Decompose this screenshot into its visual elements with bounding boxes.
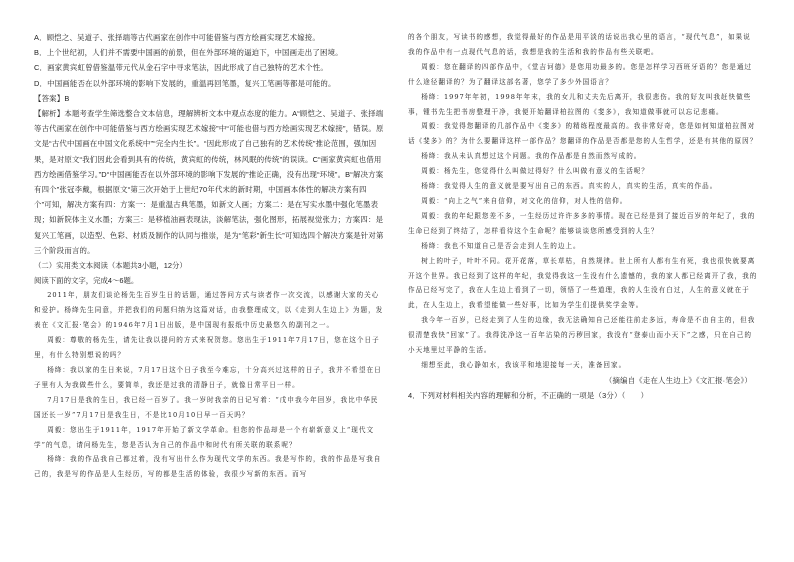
interview-answer: 杨绛：我的作品我自己都过着，没有写出什么作为现代文学的东西。我是写作的，我的作品是写我自己的，我是写的作品是人生经历，写的都是生活的体验，我很少写新的东西。而写: [34, 455, 382, 479]
interview-paragraph: 我今年一百岁，已经走到了人生的边缘，我无法确知自己还能往前走多远，寿命是不由自主的，但我很清楚我快“回家”了。我得洗净这一百年沾染的污秽回家，我没有“登泰山而小天下”之感，只在自己的小天地里过平静的生活。: [408, 316, 756, 355]
interview-paragraph: 细想至此，我心静如水，我该平和地迎接每一天，准备回家。: [421, 360, 627, 369]
analysis-paragraph: 【解析】本题考查学生筛选整合文本信息，理解辨析文本中观点态度的能力。A“顾恺之、吴道子、张择端等古代画家在创作中可能借鉴与西方绘画实现艺术嫁接”中“可能也借与西方绘画实现艺术嫁接”，错误。原文是“古代中国画在中国文化系统中”“完全内生长”。“因此形成了自己独有的艺术传统”推论范围，强加因果，是对原文“我们因此会看到具有的传统，黄宾虹的传统，林风眠的传统”的误读。C“画家黄宾虹也借用西方绘画借鉴学习。”D“中国画能否在以外部环境的影响下发展的”推论正确，没有出现“环境”。B“解决方案有四个”张冠李戴，根据原文“第三次开始于上世纪70年代末的新时期，中国画本体性的解决方案有四个”可知，解决方案有四：方案一：是重温古典笔墨，如新文人画；方案二：是在写实水墨中强化笔墨表现；如新院体主义水墨；方案三：是移植油画表现法，淡解笔法，强化图形，拓展视觉张力；方案四：是复兴工笔画，以造型、色彩、材质及制作的认同与推崇，是为“笔彩”新生长”可知选四个解决方案是针对第三个阶段而言的。: [34, 109, 384, 255]
interview-answer: 杨绛：我觉得人生的意义就是要写出自己的东西。真实的人，真实的生活，真实的作品。: [421, 182, 718, 191]
interview-answer: 杨绛：我也不知道自己是否会走到人生的边上。: [421, 241, 581, 250]
option-c: C．画家黄宾虹曾借鉴温带元代从金石字中寻求笔法，因此形成了自己独特的艺术个性。: [34, 63, 328, 73]
answer-line: 【答案】B: [34, 93, 70, 103]
interview-answer: 杨绛：1997年年初，1998年年末，我的女儿和丈夫先后离开，我很悲伤。我的好友叫我赶快做些事，锺书先生把书房整理干净，我便开始翻译柏拉图的《斐多》，我知道做事就可以忘记悲痛。: [408, 92, 752, 116]
interview-paragraph: 的各个朋友，写读书的感想，我觉得最好的作品是用平淡的话说出我心里的语言，“现代气息”，如果说我的作品中有一点现代气息的话，我想是我的生活和我的作品有些关联吧。: [408, 33, 751, 56]
left-column: [34, 30, 384, 482]
interview-question: 周毅：杨先生，您觉得什么叫做过得好？什么叫做有意义的生活呢？: [421, 167, 649, 176]
interview-paragraph: 树上的叶子，叶叶不同。花开花落，草长草枯，自然规律。世上所有人都有生有死，我也很快就要离开这个世界。我已经到了这样的年纪，我觉得我这一生没有什么遗憾的，我的家人都已经离开了我，我的作品已经写完了，我在人生边上看到了一切，领悟了一些道理，我的人生没有白过，人生的意义就在于此，在人生边上，我希望能做一些好事，比如为学生们提供奖学金等。: [408, 256, 758, 310]
interview-answer: 杨绛：我以家的生日来说，7月17日这个日子我至今难忘，十分高兴过这样的日子，我并不希望在日子里有人为我做些什么，要简单，我还是过我的清静日子，就像日常平日一样。: [34, 365, 382, 389]
interview-answer: 杨绛：我从未认真想过这个问题。我的作品都是自然而然写成的。: [421, 152, 642, 161]
interview-paragraph: 周毅：“向上之气”来自信仰，对文化的信仰，对人性的信仰。: [421, 196, 628, 205]
interview-question: 周毅：我觉得您翻译的几部作品中《斐多》的精练程度最高的。我非常好奇，您是如何知道柏拉图对话《斐多》的？为什么要翻译这样一部作品？您翻译的作品是否都是您的人生哲学，还是有其他的原因？: [408, 122, 758, 146]
option-a: A．顾恺之、吴道子、张择端等古代画家在创作中可能借鉴与西方绘画实现艺术嫁接。: [34, 33, 320, 42]
interview-question: 周毅：您出生于1911年，1917年开始了新文学革命。但您的作品却是一个有崭新意义上“现代文学”的气息，请问杨先生，您是否认为自己的作品中和时代有所关联的联系呢？: [34, 425, 375, 449]
intro-paragraph: 2011年，朋友们谈论杨先生百岁生日的话题，通过答问方式与读者作一次交流，以感谢大家的关心和爱护。杨绛先生同意，并把我们的问题归纳为这篇对话，由我整理成文，以《走到人生边上》为题，发表在《文汇报·笔会》的1946年7月1日出版，是中国现有报纸中历史最悠久的副刊之一。: [34, 291, 384, 330]
question-4: 4．下列对材料相关内容的理解和分析，不正确的一项是（3分）（ ）: [408, 391, 649, 401]
option-d: D．中国画能否在以外部环境的影响下发展的，重温再回笔墨，复兴工笔画等都是可能的。: [34, 78, 336, 88]
interview-question: 周毅：您在翻译的四部作品中，《堂吉诃德》是您用功最多的。您是怎样学习西班牙语的？您是通过什么途径翻译的？为了翻译这部名著，您学了多少外国语言？: [408, 62, 753, 86]
option-b: B．上个世纪初，人们并不需要中国画的前景，但在外部环境的逼迫下，中国画走出了困境。: [34, 48, 343, 58]
interview-paragraph: 7月17日是我的生日，我已经一百岁了。我一岁时我亲的日记写着：“戊申我今年回岁，我比中华民国还长一岁”7月17日是我生日，不是比10月10日早一百天吗？: [34, 395, 379, 419]
reading-instruction: 阅读下面的文字，完成4～6题。: [34, 276, 139, 286]
interview-question: 周毅：尊敬的杨先生，请先让我以提问的方式来祝贺您。您出生于1911年7月17日，您在这个日子里，有什么特别想说的吗？: [34, 336, 380, 360]
right-column: [408, 30, 758, 403]
section-heading: （二）实用类文本阅读（本题共3小题，12分）: [34, 261, 187, 271]
source-citation: （摘编自《走在人生边上》《文汇报·笔会》）: [604, 375, 752, 385]
interview-question: 周毅：我的年纪跟您差不多，一生经历过许许多多的事情。现在已经是到了接近百岁的年纪了，我的生命已经到了终结了，怎样看待这个生命呢？能够谈谈您所感受到的人生？: [408, 211, 756, 235]
